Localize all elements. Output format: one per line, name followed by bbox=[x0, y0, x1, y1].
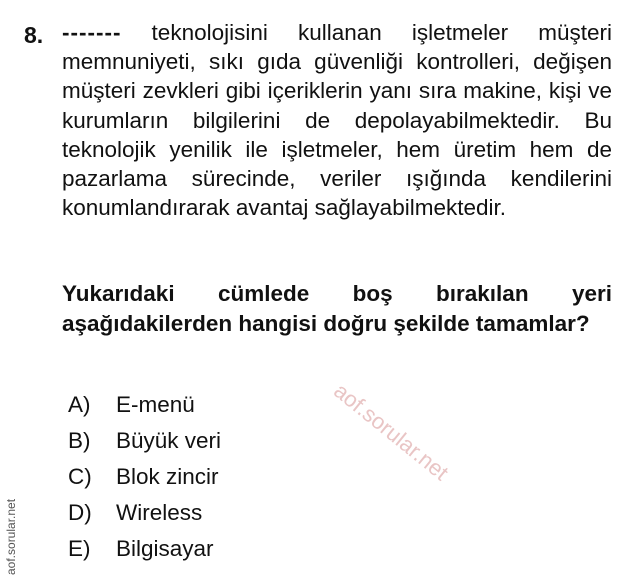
option-text: Büyük veri bbox=[116, 428, 222, 453]
option-letter: B) bbox=[68, 428, 91, 453]
option-text: Blok zincir bbox=[116, 464, 219, 489]
option-letter: A) bbox=[68, 392, 91, 417]
option-c[interactable] bbox=[68, 459, 221, 495]
option-text: Wireless bbox=[116, 500, 203, 525]
option-letter: E) bbox=[68, 536, 91, 561]
option-text: E-menü bbox=[116, 392, 195, 417]
option-text: Bilgisayar bbox=[116, 536, 214, 561]
option-d[interactable] bbox=[68, 495, 221, 531]
stem-text: teknolojisini kullanan işletmeler müşteri memnuniyeti, sıkı gıda güvenliği kontrolleri, değişen müşteri zevkleri gibi içeriklerin yanı sıra makine, kişi ve kurumların bilgilerini de depolayabilmektedir. Bu teknolojik yenilik ile işletmeler, hem üretim hem de pazarlama sürecinde, veriler ışığında kendilerini konumlandırarak avantaj sağlayabilmektedir. bbox=[62, 20, 612, 221]
option-a[interactable] bbox=[68, 387, 221, 423]
option-b[interactable] bbox=[68, 423, 221, 459]
question-prompt: Yukarıdaki cümlede boş bırakılan yeri aşağıdakilerden hangisi doğru şekilde tamamlar? bbox=[62, 281, 612, 336]
option-letter: D) bbox=[68, 500, 92, 525]
option-e[interactable] bbox=[68, 531, 221, 567]
diagonal-watermark: aof.sorular.net bbox=[329, 378, 454, 486]
option-letter: C) bbox=[68, 464, 92, 489]
answer-options bbox=[68, 387, 221, 567]
question-number: 8. bbox=[24, 22, 44, 48]
question-stem bbox=[62, 18, 612, 222]
blank-placeholder: ------- bbox=[62, 20, 122, 45]
side-watermark: aof.sorular.net bbox=[4, 498, 18, 575]
